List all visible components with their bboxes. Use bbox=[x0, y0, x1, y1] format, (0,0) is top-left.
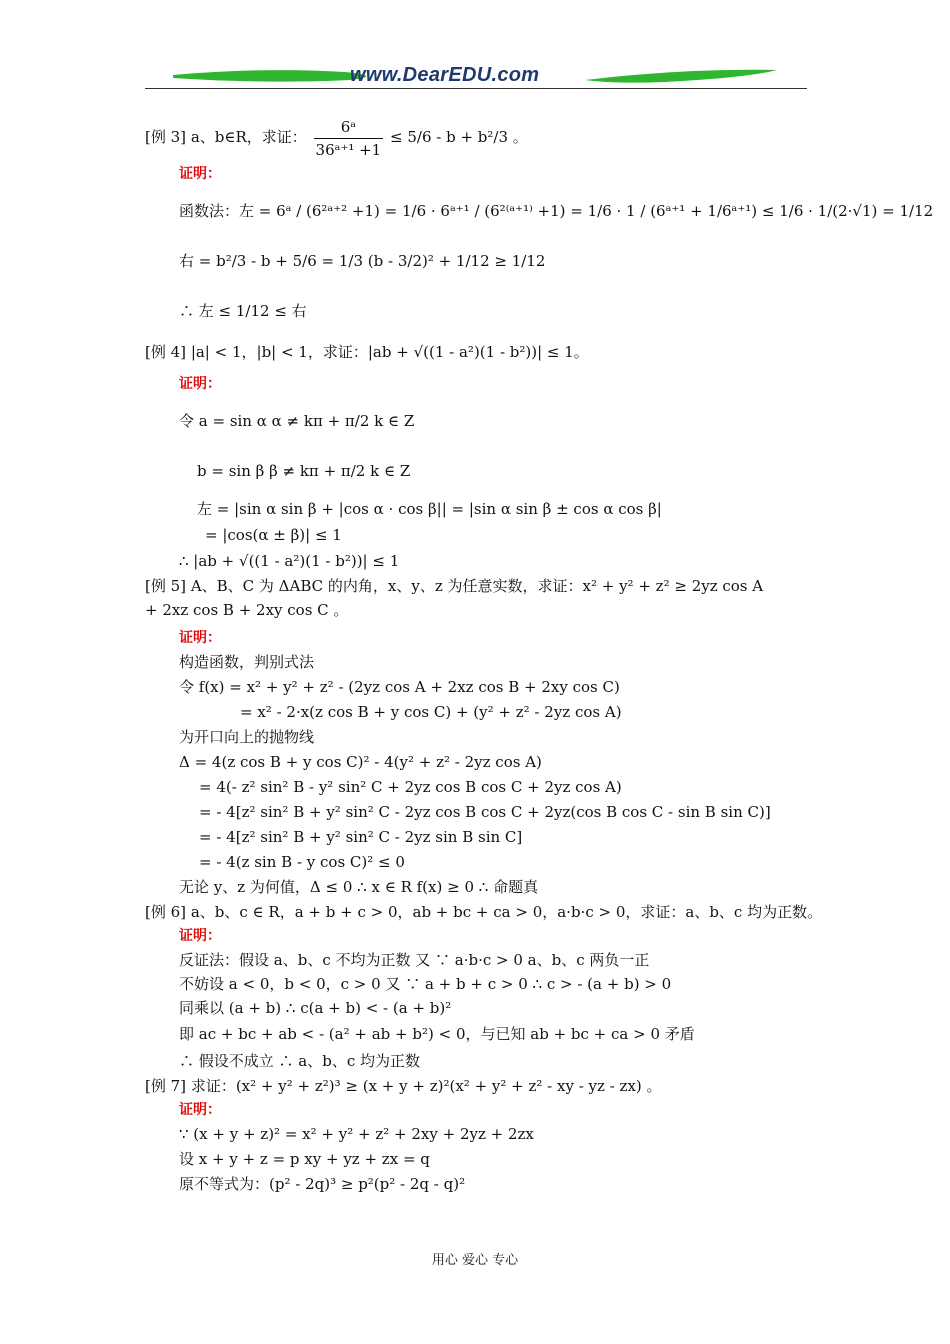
ex6-statement bbox=[145, 900, 825, 924]
ex6-line-1: 反证法：假设 a、b、c 不均为正数 又 ∵ a·b·c > 0 a、b、c 两负一正 bbox=[179, 951, 650, 969]
ex5-text-1: A、B、C 为 ΔABC 的内角，x、y、z 为任意实数，求证：x² + y² + z² ≥ 2yz cos A bbox=[190, 577, 764, 595]
page-content bbox=[145, 112, 934, 1197]
ex3-tag: [例 3] bbox=[145, 128, 187, 146]
ex7-line-3: 原不等式为：(p² - 2q)³ ≥ p²(p² - 2q - q)² bbox=[179, 1175, 466, 1193]
ex5-line-7: = - 4[z² sin² B + y² sin² C - 2yz cos B cos C + 2yz(cos B cos C - sin B sin C)] bbox=[199, 803, 771, 821]
ex4-tag: [例 4] bbox=[145, 343, 187, 361]
banner-swoosh-right bbox=[585, 70, 777, 83]
ex7-line-1: ∵ (x + y + z)² = x² + y² + z² + 2xy + 2yz + 2zx bbox=[179, 1125, 534, 1143]
ex3-line-3: ∴ 左 ≤ 1/12 ≤ 右 bbox=[179, 302, 307, 320]
ex5-line-9: = - 4(z sin B - y cos C)² ≤ 0 bbox=[199, 853, 405, 871]
ex5-line-6: = 4(- z² sin² B - y² sin² C + 2yz cos B cos C + 2yz cos A) bbox=[199, 778, 622, 796]
ex7-proof-label: 证明： bbox=[179, 1102, 221, 1118]
ex7-line-2: 设 x + y + z = p xy + yz + zx = q bbox=[179, 1150, 430, 1168]
ex3-proof-label: 证明： bbox=[179, 166, 221, 182]
ex4-line-4: = |cos(α ± β)| ≤ 1 bbox=[205, 526, 342, 544]
ex3-left-num: 6ᵃ bbox=[340, 117, 357, 136]
ex7-statement bbox=[145, 1074, 825, 1098]
ex4-text: |a| < 1，|b| < 1，求证：|ab + √((1 - a²)(1 - b²))| ≤ 1。 bbox=[190, 343, 589, 361]
ex5-tag: [例 5] bbox=[145, 577, 187, 595]
ex5-line-3: = x² - 2·x(z cos B + y cos C) + (y² + z² - 2yz cos A) bbox=[240, 703, 622, 721]
ex3-line-2: 右 = b²/3 - b + 5/6 = 1/3 (b - 3/2)² + 1/12 ≥ 1/12 bbox=[179, 252, 546, 270]
ex6-line-5: ∴ 假设不成立 ∴ a、b、c 均为正数 bbox=[179, 1052, 421, 1070]
ex7-text: 求证：(x² + y² + z²)³ ≥ (x + y + z)²(x² + y² + z² - xy - yz - zx) 。 bbox=[190, 1077, 662, 1095]
ex3-statement bbox=[145, 112, 825, 162]
page-footer: 用心 爱心 专心 bbox=[431, 1253, 519, 1268]
ex3-premise: a、b∈R，求证： bbox=[190, 128, 307, 146]
ex5-line-10: 无论 y、z 为何值，Δ ≤ 0 ∴ x ∈ R f(x) ≥ 0 ∴ 命题真 bbox=[179, 878, 539, 896]
ex5-proof-label: 证明： bbox=[179, 630, 221, 646]
ex7-tag: [例 7] bbox=[145, 1077, 187, 1095]
ex3-left-den: 36ᵃ⁺¹ +1 bbox=[314, 138, 384, 161]
ex6-line-4: 即 ac + bc + ab < - (a² + ab + b²) < 0，与已知 ab + bc + ca > 0 矛盾 bbox=[179, 1025, 695, 1043]
ex5-statement-2: + 2xz cos B + 2xy cos C 。 bbox=[145, 601, 349, 619]
ex6-text: a、b、c ∈ R，a + b + c > 0，ab + bc + ca > 0，a·b·c > 0，求证：a、b、c 均为正数。 bbox=[190, 903, 823, 921]
ex5-line-4: 为开口向上的抛物线 bbox=[179, 728, 315, 746]
ex6-tag: [例 6] bbox=[145, 903, 187, 921]
ex5-statement-1 bbox=[145, 574, 825, 598]
ex5-line-1: 构造函数，判别式法 bbox=[179, 653, 315, 671]
ex6-line-2: 不妨设 a < 0，b < 0，c > 0 又 ∵ a + b + c > 0 ∴ c > - (a + b) > 0 bbox=[179, 975, 672, 993]
ex4-line-1: 令 a = sin α α ≠ kπ + π/2 k ∈ Z bbox=[179, 412, 415, 430]
header-rule bbox=[145, 88, 807, 89]
ex5-line-2: 令 f(x) = x² + y² + z² - (2yz cos A + 2xz cos B + 2xy cos C) bbox=[179, 678, 620, 696]
ex4-line-3: 左 = |sin α sin β + |cos α · cos β|| = |sin α sin β ± cos α cos β| bbox=[197, 500, 662, 518]
ex3-left-fraction bbox=[314, 116, 384, 161]
banner-swoosh-left bbox=[173, 70, 366, 82]
site-logo: www.DearEDU.com bbox=[350, 64, 540, 86]
ex4-statement bbox=[145, 340, 825, 364]
ex4-line-2: b = sin β β ≠ kπ + π/2 k ∈ Z bbox=[197, 462, 411, 480]
ex4-line-5: ∴ |ab + √((1 - a²)(1 - b²))| ≤ 1 bbox=[179, 552, 400, 570]
ex6-proof-label: 证明： bbox=[179, 928, 221, 944]
ex3-right: ≤ 5/6 - b + b²/3 。 bbox=[390, 128, 528, 146]
ex4-proof-label: 证明： bbox=[179, 376, 221, 392]
ex5-line-8: = - 4[z² sin² B + y² sin² C - 2yz sin B sin C] bbox=[199, 828, 523, 846]
ex5-line-5: Δ = 4(z cos B + y cos C)² - 4(y² + z² - 2yz cos A) bbox=[179, 753, 542, 771]
ex6-line-3: 同乘以 (a + b) ∴ c(a + b) < - (a + b)² bbox=[179, 999, 452, 1017]
ex3-line-1: 函数法：左 = 6ᵃ / (6²ᵃ⁺² +1) = 1/6 · 6ᵃ⁺¹ / (6²⁽ᵃ⁺¹⁾ +1) = 1/6 · 1 / (6ᵃ⁺¹ + 1/6ᵃ⁺¹) ≤ 1/6 · 1/(2·√1) = 1/12 bbox=[179, 202, 934, 220]
